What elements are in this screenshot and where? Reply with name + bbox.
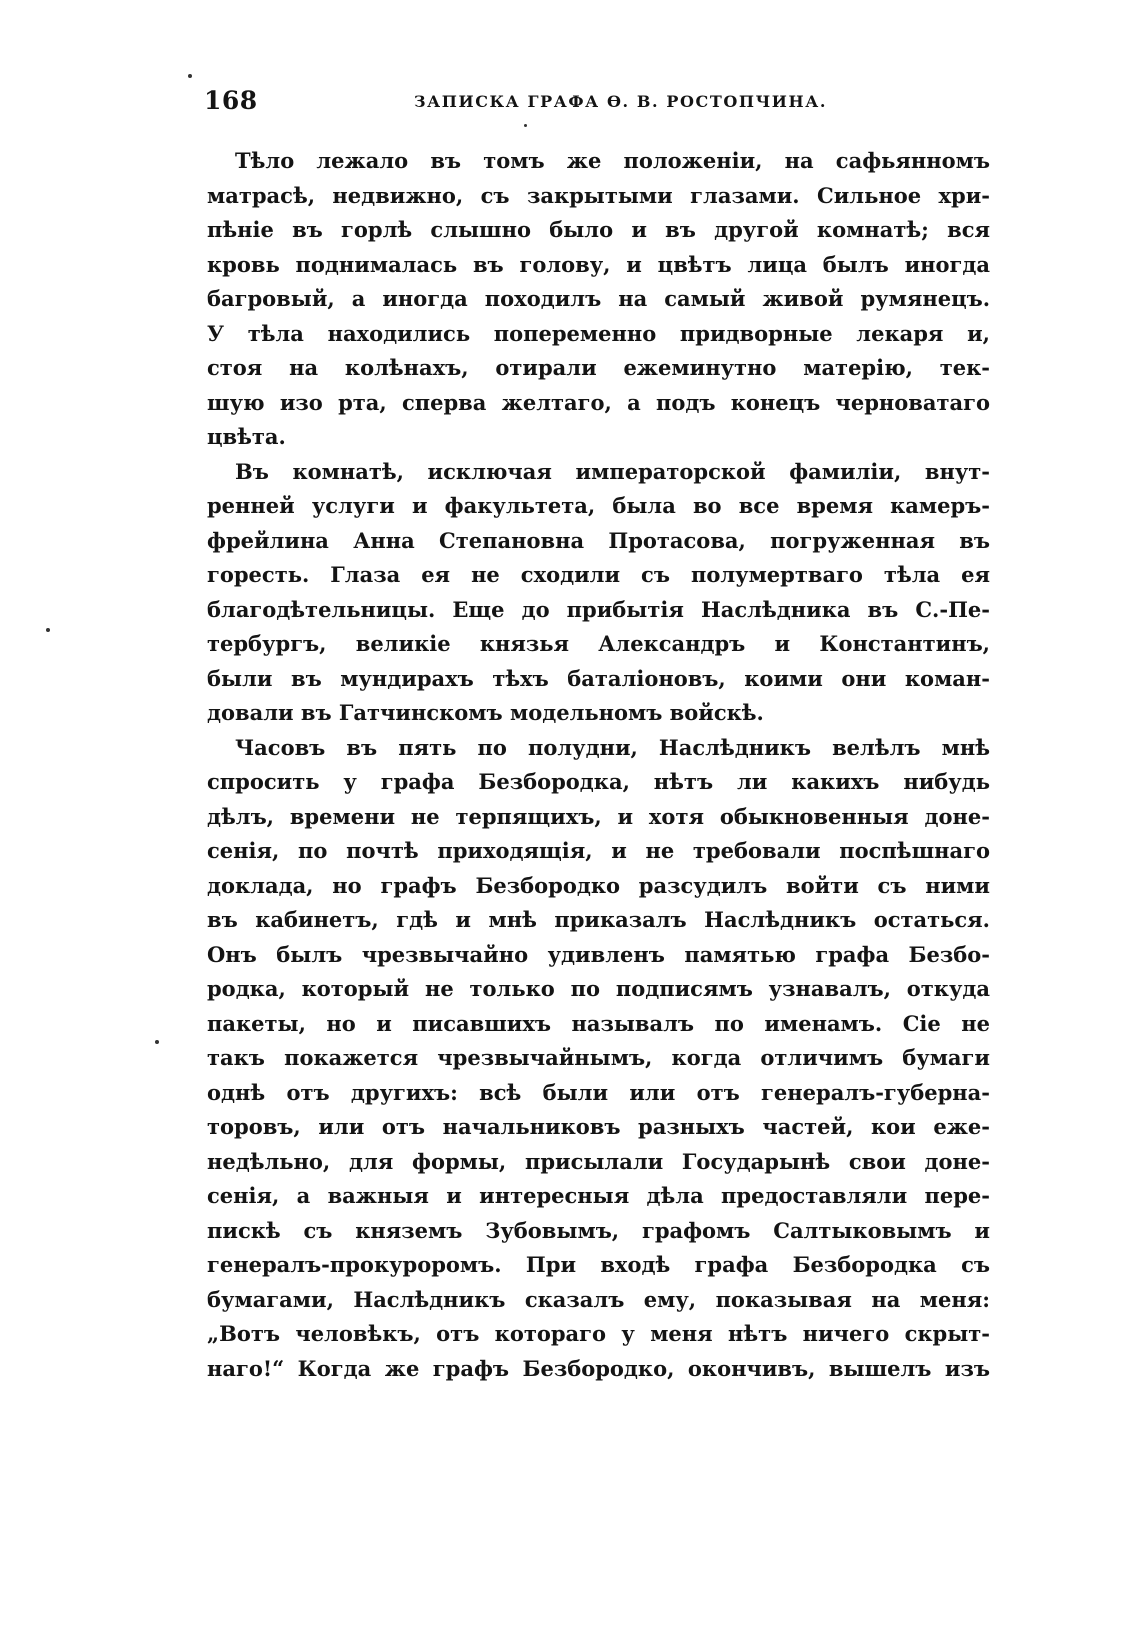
text-line: однѣ отъ другихъ: всѣ были или отъ генералъ-губерна- — [207, 1079, 990, 1105]
paragraph-3 — [207, 731, 990, 1387]
paragraph-2 — [207, 455, 990, 731]
text-line: У тѣла находились попеременно придворные лекаря и, — [207, 320, 990, 346]
text-line: горесть. Глаза ея не сходили съ полумертваго тѣла ея — [207, 562, 990, 587]
page-number: 168 — [204, 86, 258, 115]
body-text — [207, 144, 990, 1386]
text-line: родка, который не только по подписямъ узнавалъ, откуда — [207, 976, 990, 1001]
print-speck — [524, 124, 527, 127]
text-line: шую изо рта, сперва желтаго, а подъ конецъ черноватаго — [207, 389, 990, 415]
text-line: наго!“ Когда же графъ Безбородко, окончивъ, вышелъ изъ — [207, 1355, 990, 1381]
text-line: тербургъ, великіе князья Александръ и Константинъ, — [207, 631, 990, 656]
text-line: „Вотъ человѣкъ, отъ котораго у меня нѣтъ ничего скрыт- — [207, 1321, 990, 1346]
running-head — [204, 86, 994, 116]
text-line: такъ покажется чрезвычайнымъ, когда отличимъ бумаги — [207, 1045, 990, 1070]
text-line: матрасѣ, недвижно, съ закрытыми глазами. Сильное хри- — [207, 182, 990, 208]
text-line: кровь поднималась въ голову, и цвѣтъ лица былъ иногда — [207, 251, 990, 277]
text-line: стоя на колѣнахъ, отирали ежеминутно матерію, тек- — [207, 355, 990, 380]
running-title: ЗАПИСКА ГРАФА Ѳ. В. РОСТОПЧИНА. — [414, 92, 828, 111]
text-line: дѣлъ, времени не терпящихъ, и хотя обыкновенныя донe- — [207, 803, 990, 829]
print-speck — [155, 1040, 159, 1044]
paragraph-1 — [207, 144, 990, 455]
text-line: довали въ Гатчинскомъ модельномъ войскѣ. — [207, 700, 764, 725]
text-line: пѣніе въ горлѣ слышно было и въ другой комнатѣ; вся — [207, 217, 990, 242]
text-line: Тѣло лежало въ томъ же положеніи, на сафьянномъ — [235, 148, 990, 173]
text-line: доклада, но графъ Безбородко разсудилъ войти съ ними — [207, 872, 990, 898]
text-line: багровый, а иногда походилъ на самый живой румянецъ. — [207, 286, 990, 311]
text-line: спросить у графа Безбородка, нѣтъ ли какихъ нибудь — [207, 769, 990, 794]
text-line: Часовъ въ пять по полудни, Наслѣдникъ велѣлъ мнѣ — [235, 734, 990, 760]
print-speck — [46, 628, 50, 632]
text-line: благодѣтельницы. Еще до прибытія Наслѣдника въ С.-Пе- — [207, 596, 990, 622]
text-line: генералъ-прокуроромъ. При входѣ графа Безбородка съ — [207, 1252, 990, 1277]
text-line: фрейлина Анна Степановна Протасова, погруженная въ — [207, 527, 990, 553]
text-line: сенія, по почтѣ приходящія, и не требовали поспѣшнаго — [207, 838, 990, 863]
text-line: Онъ былъ чрезвычайно удивленъ памятью графа Безбо- — [207, 941, 990, 967]
text-line: пакеты, но и писавшихъ называлъ по именамъ. Сіе не — [207, 1010, 990, 1036]
text-line: въ кабинетъ, гдѣ и мнѣ приказалъ Наслѣдникъ остаться. — [207, 907, 990, 932]
text-line: цвѣта. — [207, 424, 286, 449]
text-line: сенія, а важныя и интересныя дѣла предоставляли пере- — [207, 1183, 990, 1208]
text-line: ренней услуги и факультета, была во все время камеръ- — [207, 493, 990, 518]
text-line: Въ комнатѣ, исключая императорской фамиліи, внут- — [235, 458, 990, 484]
text-line: торовъ, или отъ начальниковъ разныхъ частей, кои еже- — [207, 1114, 990, 1139]
text-line: бумагами, Наслѣдникъ сказалъ ему, показывая на меня: — [207, 1286, 990, 1312]
text-line: недѣльно, для формы, присылали Государынѣ свои донe- — [207, 1148, 990, 1174]
print-speck — [188, 74, 192, 78]
text-line: пискѣ съ княземъ Зубовымъ, графомъ Салтыковымъ и — [207, 1217, 990, 1243]
text-line: были въ мундирахъ тѣхъ баталіоновъ, коими они коман- — [207, 665, 990, 691]
